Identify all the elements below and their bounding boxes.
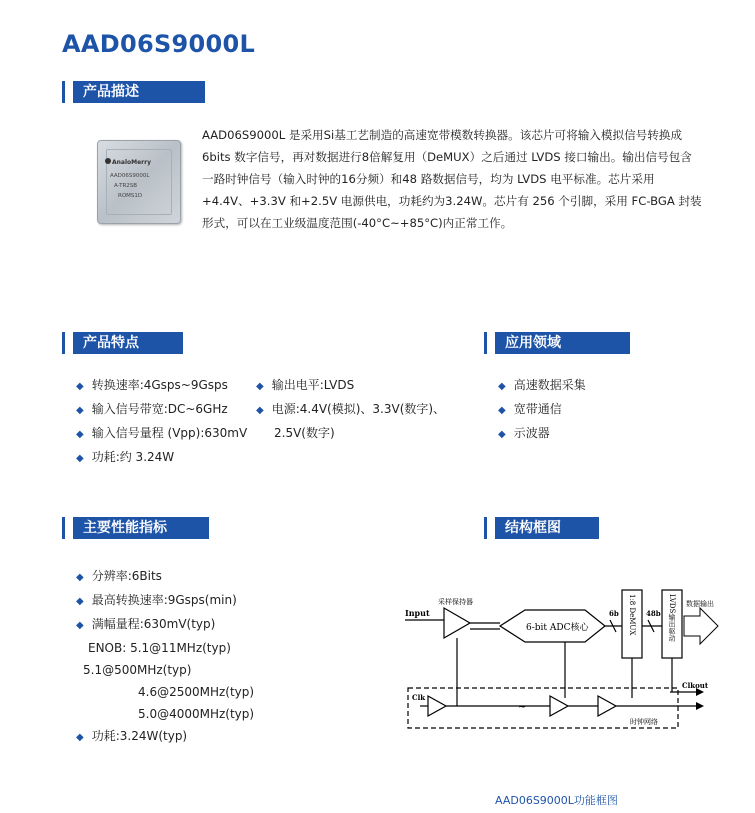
chip-logo-icon: [105, 158, 111, 164]
clock-buffer-1: [428, 696, 446, 716]
diamond-bullet-icon: ◆: [76, 572, 84, 583]
data-output-label: 数据输出: [686, 600, 714, 608]
lvds-label: LVDS输出驱动: [668, 594, 676, 642]
page-title: AAD06S9000L: [62, 30, 256, 58]
diagram-caption: AAD06S9000L功能框图: [495, 794, 618, 807]
diamond-bullet-icon: ◆: [76, 381, 84, 392]
section-header-block-diagram: [484, 517, 599, 539]
chip-marking-2: A-TR2SB: [114, 183, 138, 189]
list-item: ◆ 满幅量程:630mV(typ): [76, 617, 216, 631]
diamond-bullet-icon: ◆: [76, 405, 84, 416]
diamond-bullet-icon: ◆: [256, 405, 264, 416]
data-output-arrow: [684, 608, 718, 644]
section-label: 产品描述: [73, 81, 205, 103]
section-bar: [62, 332, 65, 354]
tilde-label: ~: [518, 702, 527, 713]
list-item: ◆ 输出电平:LVDS: [256, 378, 355, 392]
list-item: ◆ 分辨率:6Bits: [76, 569, 162, 583]
features-left-list: [76, 374, 247, 470]
section-header-features: [62, 332, 183, 354]
section-bar: [484, 517, 487, 539]
list-item: ◆ 示波器: [498, 426, 550, 440]
diamond-bullet-icon: ◆: [498, 381, 506, 392]
list-item: ◆ 功耗:约 3.24W: [76, 450, 175, 464]
list-item: ◆ 功耗:3.24W(typ): [76, 729, 188, 743]
clkout-label: Clkout: [682, 681, 709, 690]
spec-enob-4: 5.0@4000MHz(typ): [138, 707, 255, 721]
list-item: ◆ 高速数据采集: [498, 378, 586, 392]
spec-enob-1: ENOB: 5.1@11MHz(typ): [88, 641, 231, 655]
section-bar: [484, 332, 487, 354]
sample-hold-amp: [444, 608, 470, 638]
chip-marking-1: AAD06S9000L: [110, 173, 150, 179]
chip-photo: [97, 140, 181, 224]
diamond-bullet-icon: ◆: [76, 732, 84, 743]
chip-brand: AnaloMerry: [112, 159, 152, 166]
diamond-bullet-icon: ◆: [498, 405, 506, 416]
list-item: ◆ 最高转换速率:9Gsps(min): [76, 593, 237, 607]
list-item-continuation: 2.5V(数字): [274, 426, 335, 440]
section-header-applications: [484, 332, 630, 354]
description-paragraph: AAD06S9000L 是采用Si基工艺制造的高速宽带模数转换器。该芯片可将输入模拟信号转换成 6bits 数字信号，再对数据进行8倍解复用（DeMUX）之后通过 LVDS 接口输出。输出信号包含一路时钟信号（输入时钟的16分频）和48 路数据信号，均为 LVDS 电平标准。芯片采用+4.4V、+3.3V 和+2.5V 电源供电，功耗约为3.24W。芯片有 256 个引脚，采用 FC-BGA 封装形式，可以在工业级温度范围(-40°C~+85°C)内正常工作。: [202, 128, 702, 230]
diamond-bullet-icon: ◆: [256, 381, 264, 392]
clock-net-label: 时钟网络: [630, 718, 658, 726]
list-item: ◆ 电源:4.4V(模拟)、3.3V(数字)、: [256, 402, 446, 416]
section-label: 结构框图: [495, 517, 599, 539]
diamond-bullet-icon: ◆: [76, 620, 84, 631]
diamond-bullet-icon: ◆: [498, 429, 506, 440]
specs-list: [76, 565, 254, 749]
block-diagram: [400, 580, 735, 740]
section-header-description: [62, 81, 205, 103]
diamond-bullet-icon: ◆: [76, 596, 84, 607]
bus-48b-label: 48b: [646, 609, 661, 618]
section-label: 主要性能指标: [73, 517, 209, 539]
bus-6b-label: 6b: [609, 609, 619, 618]
section-header-specs: [62, 517, 209, 539]
list-item: ◆ 转换速率:4Gsps~9Gsps: [76, 378, 228, 392]
spec-enob-2: 5.1@500MHz(typ): [83, 663, 192, 677]
spec-enob-3: 4.6@2500MHz(typ): [138, 685, 255, 699]
demux-label: 1:8 DeMUX: [628, 594, 636, 636]
input-label: Input: [405, 608, 430, 618]
clock-buffer-3: [598, 696, 616, 716]
section-bar: [62, 81, 65, 103]
section-label: 产品特点: [73, 332, 183, 354]
diamond-bullet-icon: ◆: [76, 429, 84, 440]
adc-core-label: 6-bit ADC核心: [526, 623, 589, 633]
applications-list: [498, 374, 586, 446]
features-right-list: [256, 374, 445, 444]
diamond-bullet-icon: ◆: [76, 453, 84, 464]
sample-hold-label: 采样保持器: [438, 598, 473, 606]
section-label: 应用领域: [495, 332, 630, 354]
section-bar: [62, 517, 65, 539]
list-item: ◆ 输入信号带宽:DC~6GHz: [76, 402, 228, 416]
clkin-label: Clk: [412, 693, 426, 702]
chip-marking-3: ROMS1D: [118, 193, 143, 199]
list-item: ◆ 输入信号量程 (Vpp):630mV: [76, 426, 248, 440]
list-item: ◆ 宽带通信: [498, 402, 562, 416]
clock-buffer-2: [550, 696, 568, 716]
